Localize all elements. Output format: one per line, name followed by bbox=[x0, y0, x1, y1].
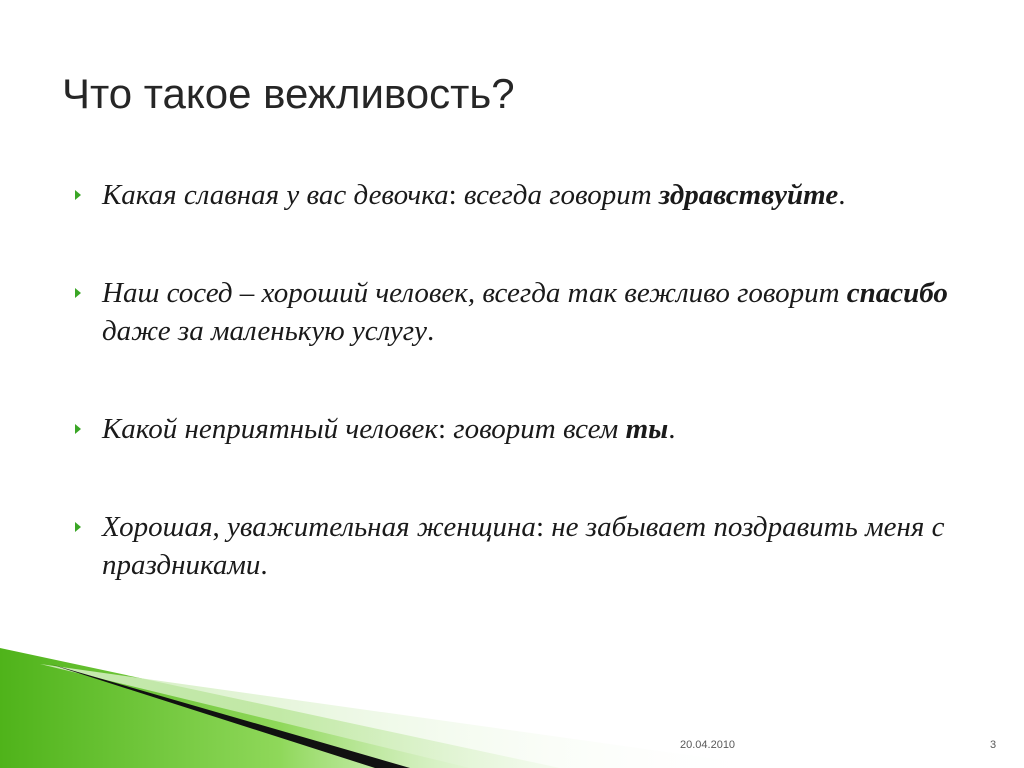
triangle-bullet-icon bbox=[75, 522, 81, 532]
bullet-item bbox=[72, 176, 992, 214]
text-run: уважительная женщина bbox=[227, 511, 536, 543]
text-run: Какой неприятный человек bbox=[102, 413, 438, 445]
bullet-item bbox=[72, 508, 992, 584]
triangle-bullet-icon bbox=[75, 424, 81, 434]
text-run: Хорошая bbox=[102, 511, 213, 543]
text-run: . bbox=[260, 549, 268, 581]
text-run: всегда говорит bbox=[463, 179, 659, 211]
bullet-text bbox=[102, 179, 845, 211]
slide-title: Что такое вежливость? bbox=[62, 70, 515, 117]
text-run: . bbox=[426, 315, 435, 347]
text-run: Наш сосед – хороший человек, всегда так вежливо говорит bbox=[102, 277, 847, 309]
text-run: . bbox=[668, 413, 676, 445]
bullet-list bbox=[72, 176, 992, 644]
emphasis-text: здравствуйте bbox=[658, 179, 839, 211]
text-run: : bbox=[437, 413, 454, 445]
emphasis-text: ты bbox=[625, 413, 669, 445]
bullet-item bbox=[72, 274, 992, 350]
text-run: . bbox=[838, 179, 846, 211]
text-run: говорит всем bbox=[453, 413, 626, 445]
emphasis-text: спасибо bbox=[846, 277, 948, 309]
bullet-text bbox=[102, 413, 676, 445]
footer-date: 20.04.2010 bbox=[680, 739, 736, 751]
text-run: : bbox=[535, 511, 552, 543]
text-run: Какая славная у вас девочка bbox=[102, 179, 449, 211]
bullet-item bbox=[72, 410, 992, 448]
page-number: 3 bbox=[990, 739, 997, 751]
bullet-text bbox=[102, 277, 948, 347]
text-run: , bbox=[212, 511, 228, 543]
text-run: : bbox=[448, 179, 464, 211]
text-run: даже за маленькую услугу bbox=[102, 315, 427, 347]
bullet-text bbox=[102, 511, 944, 581]
text-run: не забывает поздравить меня с праздниками bbox=[102, 511, 945, 581]
triangle-bullet-icon bbox=[75, 288, 81, 298]
triangle-bullet-icon bbox=[75, 190, 81, 200]
